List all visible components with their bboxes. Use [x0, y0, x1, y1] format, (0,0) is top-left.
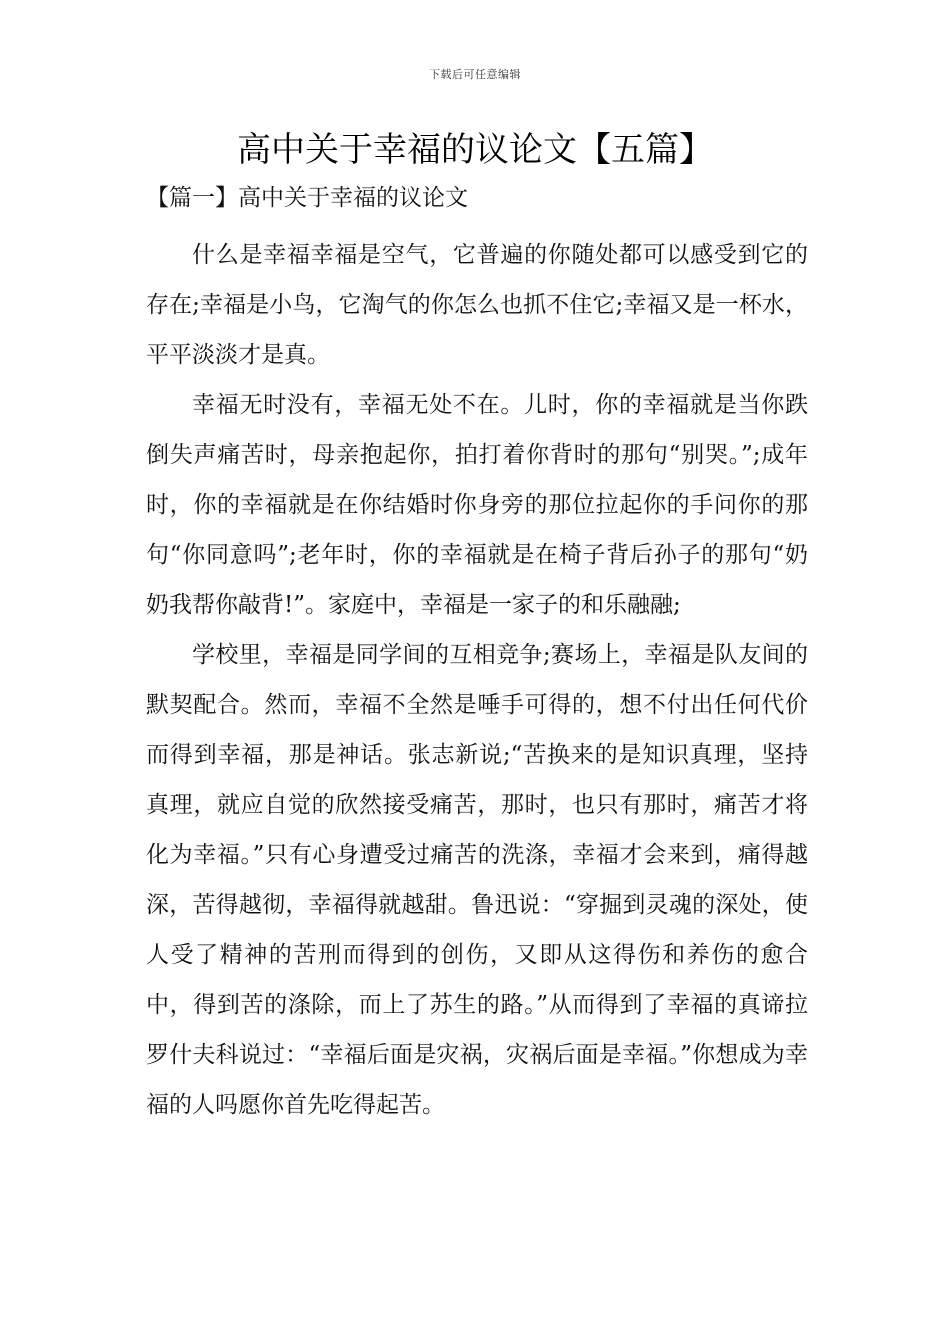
article-body — [146, 230, 808, 1130]
page-header-note: 下载后可任意编辑 — [429, 68, 521, 81]
paragraph-1: 什么是幸福幸福是空气，它普遍的你随处都可以感受到它的存在;幸福是小鸟，它淘气的你怎么也抓不住它;幸福又是一杯水，平平淡淡才是真。 — [146, 242, 808, 368]
document-title: 高中关于幸福的议论文【五篇】 — [237, 130, 713, 170]
paragraph-2: 幸福无时没有，幸福无处不在。儿时，你的幸福就是当你跌倒失声痛苦时，母亲抱起你，拍打着你背时的那句“别哭。”;成年时，你的幸福就是在你结婚时你身旁的那位拉起你的手问你的那句“你同意吗”;老年时，你的幸福就是在椅子背后孙子的那句“奶奶我帮你敲背!”。家庭中，幸福是一家子的和乐融融; — [146, 392, 808, 618]
paragraph-3: 学校里，幸福是同学间的互相竞争;赛场上，幸福是队友间的默契配合。然而，幸福不全然是唾手可得的，想不付出任何代价而得到幸福，那是神话。张志新说;“苦换来的是知识真理，坚持真理，就应自觉的欣然接受痛苦，那时，也只有那时，痛苦才将化为幸福。”只有心身遭受过痛苦的洗涤，幸福才会来到，痛得越深，苦得越彻，幸福得就越甜。鲁迅说：“穿掘到灵魂的深处，使人受了精神的苦刑而得到的创伤，又即从这得伤和养伤的愈合中，得到苦的涤除，而上了苏生的路。”从而得到了幸福的真谛拉罗什夫科说过：“幸福后面是灾祸，灾祸后面是幸福。”你想成为幸福的人吗愿你首先吃得起苦。 — [146, 642, 808, 1118]
section-heading: 【篇一】高中关于幸福的议论文 — [146, 185, 468, 211]
